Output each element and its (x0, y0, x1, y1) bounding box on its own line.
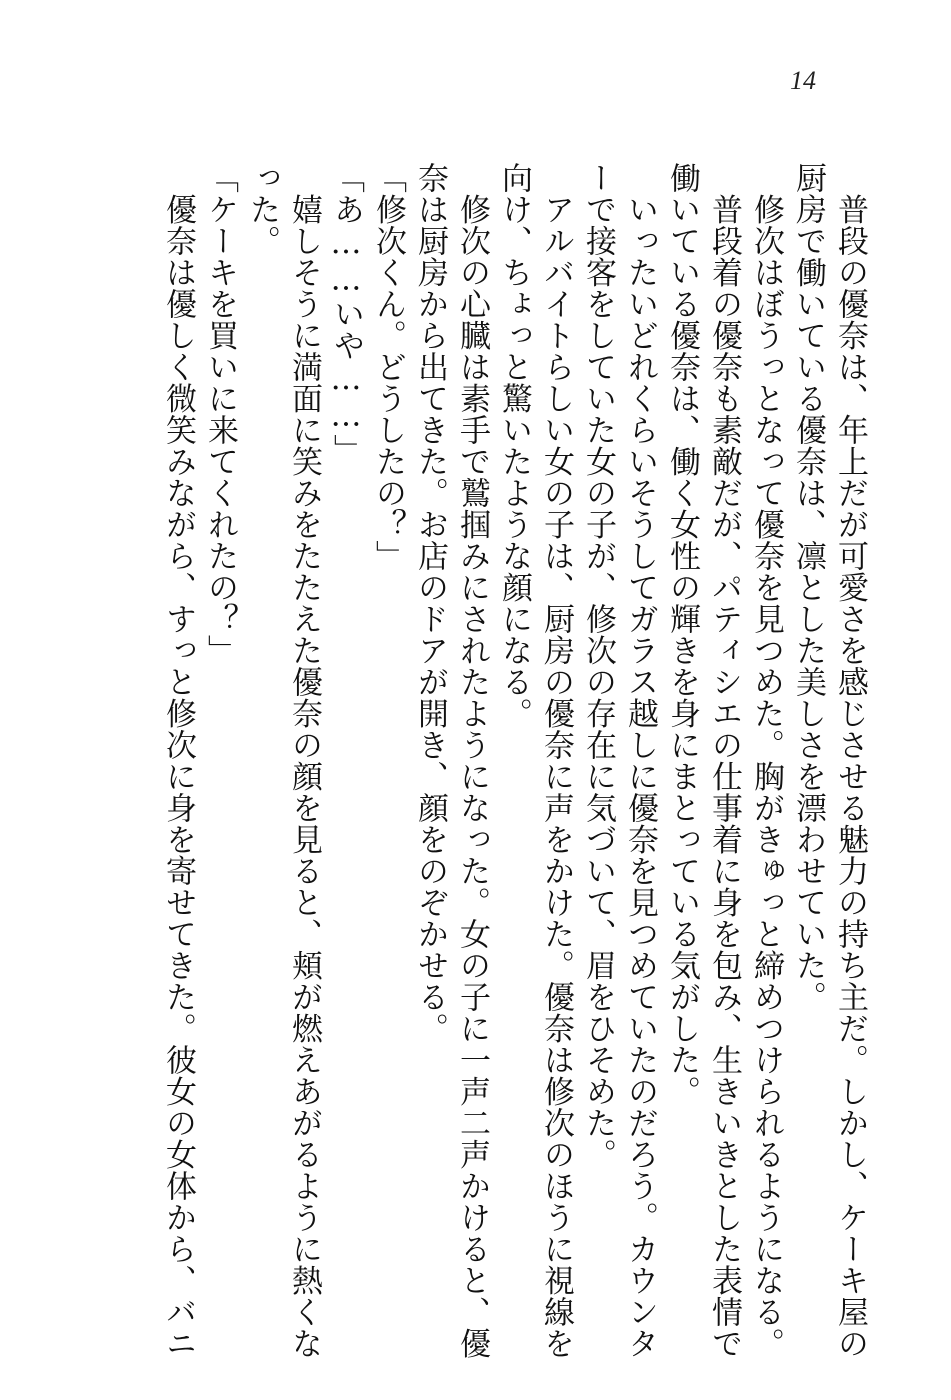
text-line: 修次はぼうっとなって優奈を見つめた。胸がきゅっと締めつけられるようになる。 (748, 162, 784, 1359)
text-line: アルバイトらしい女の子は、厨房の優奈に声をかけた。優奈は修次のほうに視線を (538, 162, 574, 1359)
text-line: 奈は厨房から出てきた。お店のドアが開き、顔をのぞかせる。 (412, 162, 448, 1044)
text-line: 厨房で働いている優奈は、凛とした美しさを漂わせていた。 (790, 162, 826, 1013)
text-line: 向け、ちょっと驚いたような顔になる。 (496, 162, 532, 729)
text-line: ーで接客をしていた女の子が、修次の存在に気づいて、眉をひそめた。 (580, 162, 616, 1170)
text-line: 働いている優奈は、働く女性の輝きを身にまとっている気がした。 (664, 162, 700, 1107)
text-line: 「ケーキを買いに来てくれたの？」 (202, 162, 238, 666)
text-line: 優奈は優しく微笑みながら、すっと修次に身を寄せてきた。彼女の女体から、バニ (160, 162, 196, 1359)
text-line: 「あ……いや……」 (328, 162, 364, 466)
text-line: いったいどれくらいそうしてガラス越しに優奈を見つめていたのだろう。カウンタ (622, 162, 658, 1359)
text-line: 普段の優奈は、年上だが可愛さを感じさせる魅力の持ち主だ。しかし、ケーキ屋の (832, 162, 868, 1359)
text-line: 普段着の優奈も素敵だが、パティシエの仕事着に身を包み、生きいきとした表情で (706, 162, 742, 1359)
page-number: 14 (790, 66, 816, 95)
text-line: 嬉しそうに満面に笑みをたたえた優奈の顔を見ると、頬が燃えあがるように熱くな (286, 162, 322, 1359)
vertical-text-body (157, 162, 871, 1359)
text-line: った。 (244, 162, 280, 257)
text-line: 「修次くん。どうしたの？」 (370, 162, 406, 572)
text-line: 修次の心臓は素手で鷲掴みにされたようになった。女の子に一声二声かけると、優 (454, 162, 490, 1359)
